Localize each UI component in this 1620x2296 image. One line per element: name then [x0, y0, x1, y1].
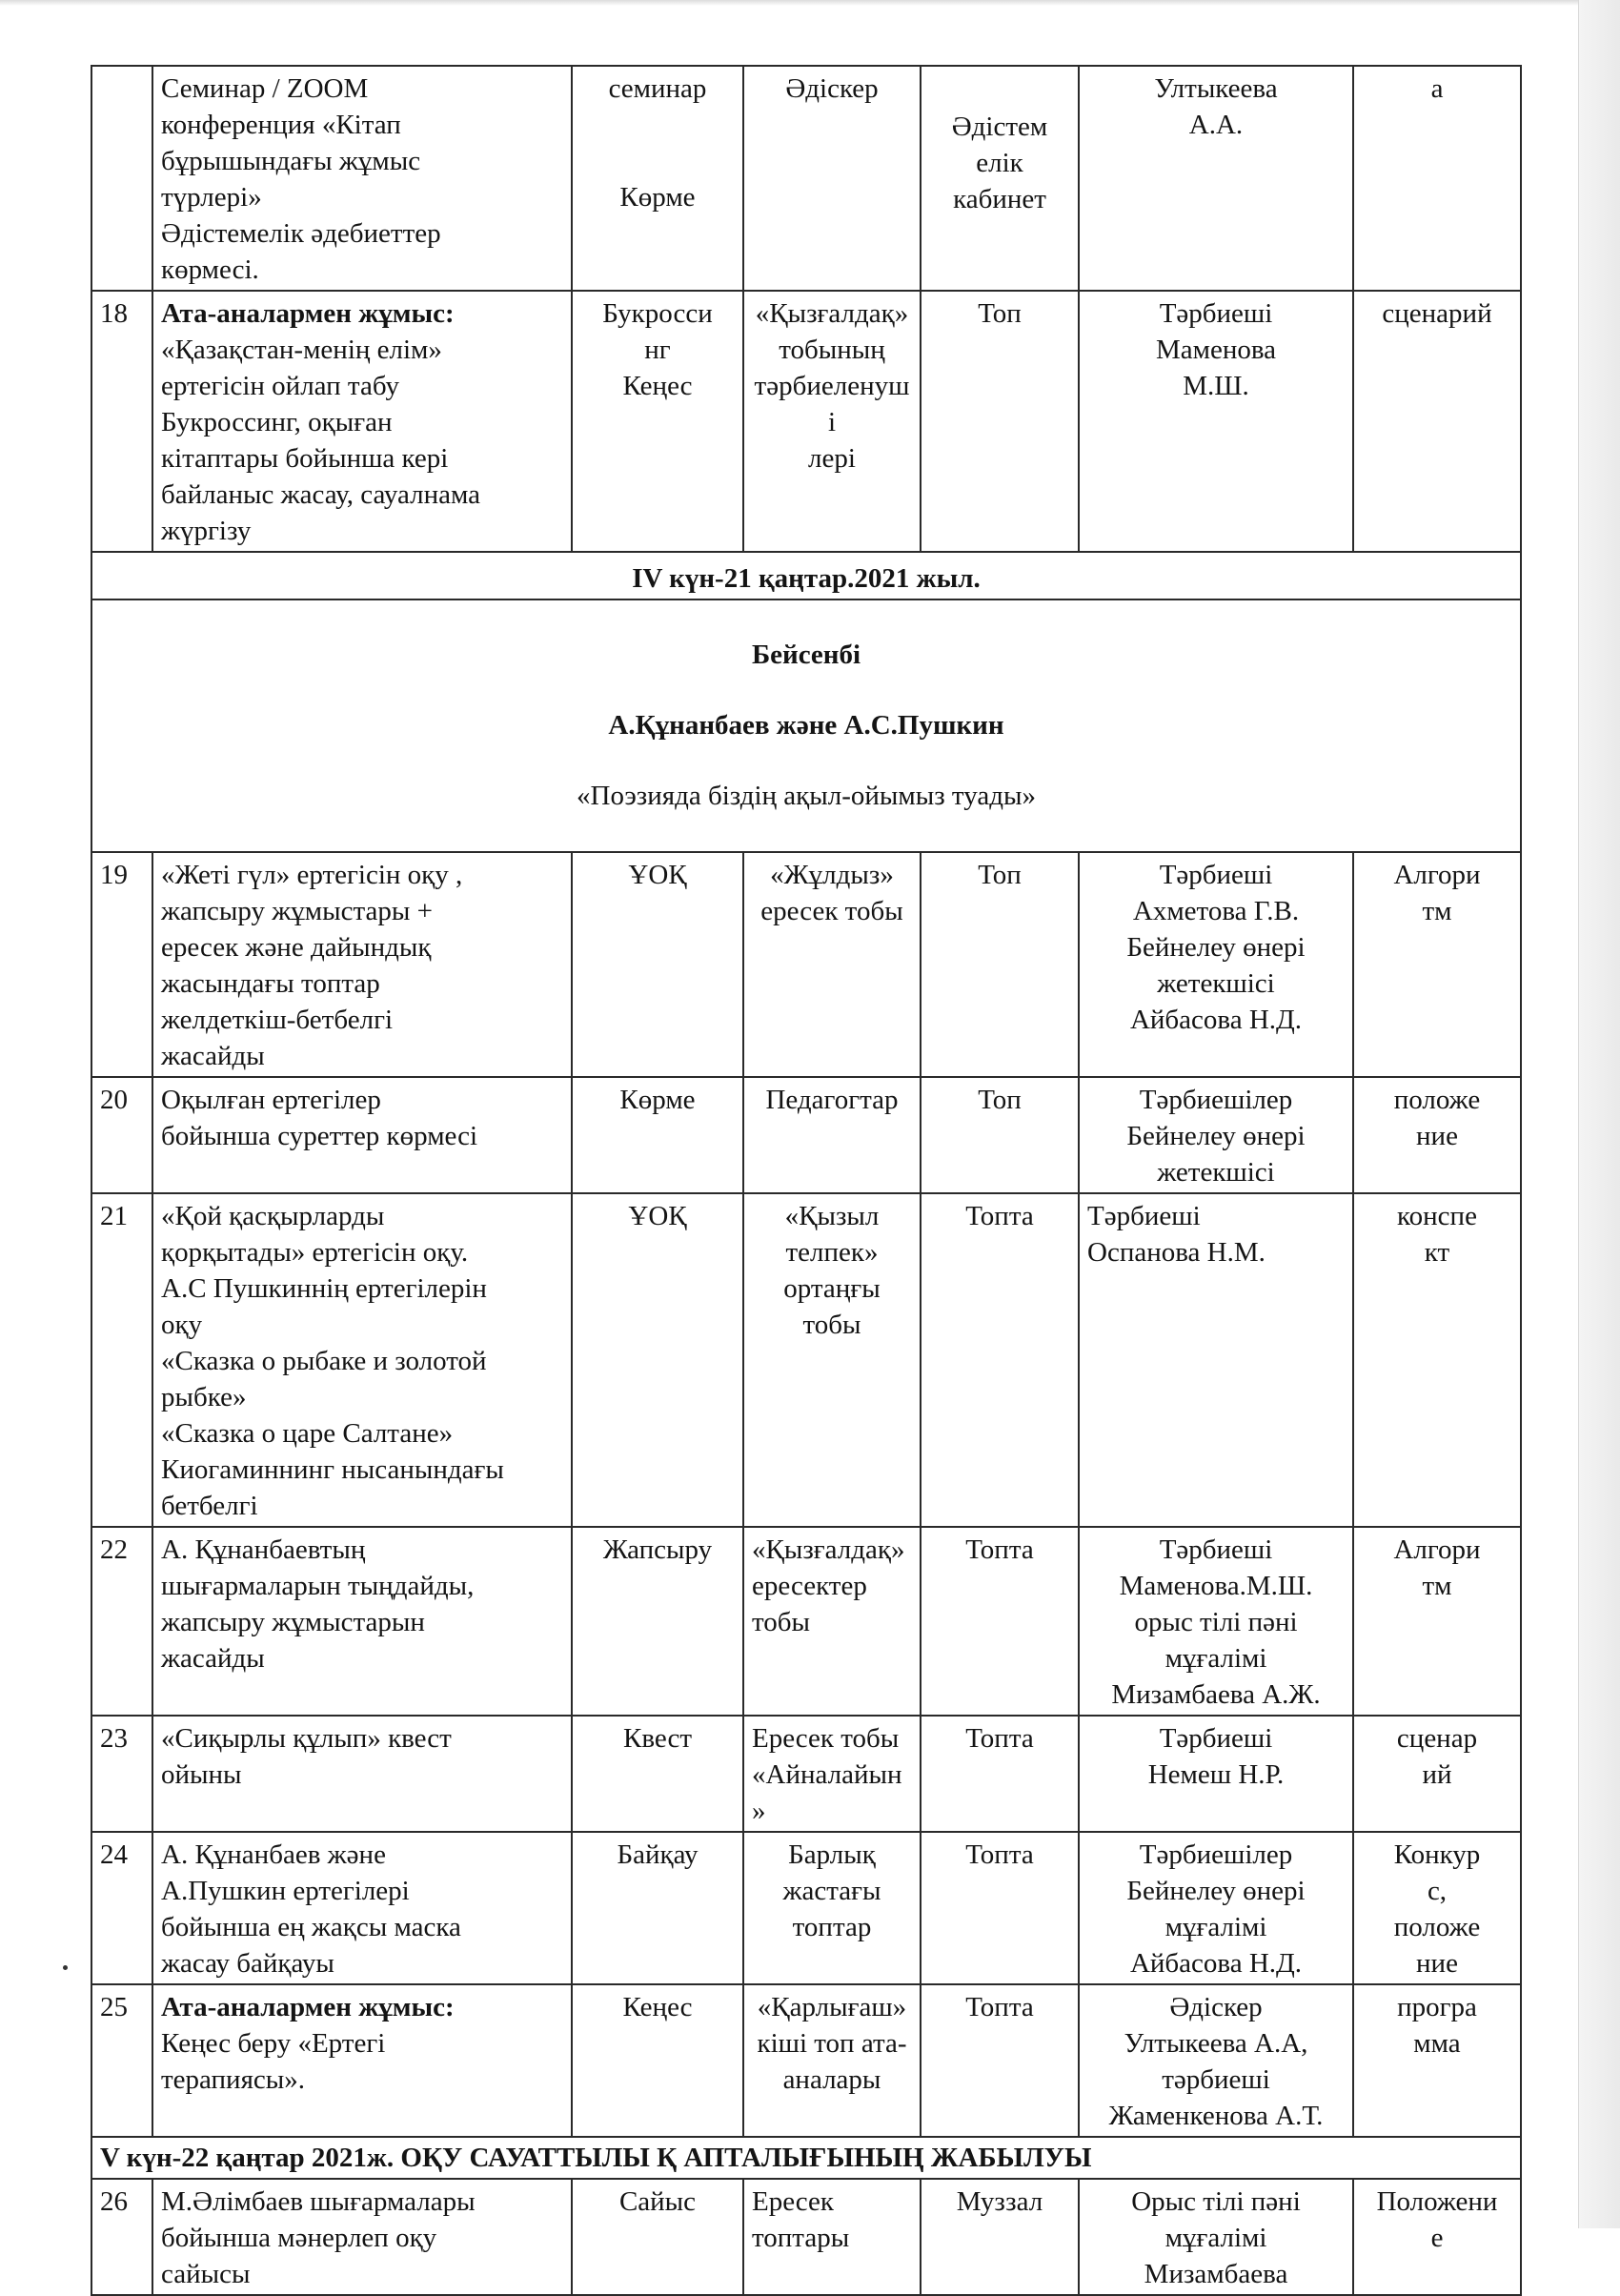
- result-cell: сценарий: [1353, 291, 1521, 552]
- day4-theme: А.Құнанбаев және А.С.Пушкин: [608, 710, 1004, 741]
- activity-text: Семинар / ZOOM конференция «Кітап бұрышындағы жұмыс түрлері» Әдістемелік әдебиеттер көрмесі.: [161, 73, 441, 285]
- table-row: [91, 1193, 1521, 1527]
- activity-cell: [152, 2179, 572, 2295]
- day5-header-section: [91, 2137, 1521, 2179]
- participants-cell: «Қарлығаш» кіші топ ата- аналары: [743, 1984, 921, 2137]
- activity-cell: [152, 1077, 572, 1193]
- form-cell: ҰОҚ: [572, 852, 743, 1077]
- day4-theme-cell: [91, 599, 1521, 852]
- activity-cell: [152, 1716, 572, 1832]
- result-cell: положе ние: [1353, 1077, 1521, 1193]
- activity-cell: [152, 1527, 572, 1716]
- plan-sheet: [91, 65, 1522, 2296]
- form-cell: семинар Көрме: [572, 66, 743, 291]
- event-plan-table: [91, 65, 1522, 2296]
- scan-speck: [63, 1965, 68, 1970]
- table-row: [91, 1077, 1521, 1193]
- responsible-cell: Тәрбиеші Маменова М.Ш.: [1079, 291, 1353, 552]
- responsible-cell: Әдіскер Ултыкеева А.А, тәрбиеші Жаменкенова А.Т.: [1079, 1984, 1353, 2137]
- responsible-cell: Тәрбиеші Ахметова Г.В. Бейнелеу өнері жетекшісі Айбасова Н.Д.: [1079, 852, 1353, 1077]
- activity-text: «Қазақстан-менің елім» ертегісін ойлап табу Букроссинг, оқыған кітаптары бойынша кері байланыс жасау, сауалнама жүргізу: [161, 335, 481, 546]
- row-number: 23: [91, 1716, 152, 1832]
- table-row: [91, 66, 1521, 291]
- responsible-cell: Орыс тілі пәні мұғалімі Мизамбаева: [1079, 2179, 1353, 2295]
- participants-cell: «Жұлдыз» ересек тобы: [743, 852, 921, 1077]
- row-number: 22: [91, 1527, 152, 1716]
- participants-cell: Ересек топтары: [743, 2179, 921, 2295]
- day5-title: V күн-22 қаңтар 2021ж. ОҚУ САУАТТЫЛЫ Қ АПТАЛЫҒЫНЫҢ ЖАБЫЛУЫ: [91, 2137, 1521, 2179]
- place-cell: Топта: [921, 1716, 1079, 1832]
- responsible-cell: Ултыкеева А.А.: [1079, 66, 1353, 291]
- activity-cell: [152, 291, 572, 552]
- day4-title: IV күн-21 қаңтар.2021 жыл.: [91, 552, 1521, 599]
- result-cell: конспе кт: [1353, 1193, 1521, 1527]
- rows-day5-section: [91, 2179, 1521, 2295]
- row-number: 18: [91, 291, 152, 552]
- activity-cell: [152, 66, 572, 291]
- result-cell: програ мма: [1353, 1984, 1521, 2137]
- form-cell: Байқау: [572, 1832, 743, 1984]
- participants-cell: Әдіскер: [743, 66, 921, 291]
- responsible-cell: Тәрбиеші Немеш Н.Р.: [1079, 1716, 1353, 1832]
- activity-cell: [152, 1984, 572, 2137]
- table-row: [91, 852, 1521, 1077]
- day5-title-row: [91, 2137, 1521, 2179]
- table-row: [91, 291, 1521, 552]
- place-cell: Топта: [921, 1193, 1079, 1527]
- result-cell: Алгори тм: [1353, 852, 1521, 1077]
- table-row: [91, 1527, 1521, 1716]
- table-row: [91, 1716, 1521, 1832]
- rows-day4-section: [91, 852, 1521, 2137]
- row-number: [91, 66, 152, 291]
- responsible-cell: Тәрбиеші Маменова.М.Ш. орыс тілі пәні мұғалімі Мизамбаева А.Ж.: [1079, 1527, 1353, 1716]
- responsible-cell: Тәрбиеші Оспанова Н.М.: [1079, 1193, 1353, 1527]
- place-cell: Әдістем елік кабинет: [921, 66, 1079, 291]
- form-cell: Букросси нг Кеңес: [572, 291, 743, 552]
- form-cell: Жапсыру: [572, 1527, 743, 1716]
- row-number: 25: [91, 1984, 152, 2137]
- day4-title-row: [91, 552, 1521, 599]
- activity-text: Оқылған ертегілер бойынша суреттер көрмесі: [161, 1085, 478, 1151]
- row-number: 26: [91, 2179, 152, 2295]
- result-cell: сценар ий: [1353, 1716, 1521, 1832]
- activity-cell: [152, 1832, 572, 1984]
- activity-text: А. Құнанбаевтың шығармаларын тыңдайды, жапсыру жұмыстарын жасайды: [161, 1534, 475, 1674]
- place-cell: Топ: [921, 1077, 1079, 1193]
- row-number: 19: [91, 852, 152, 1077]
- row-number: 21: [91, 1193, 152, 1527]
- form-cell: Квест: [572, 1716, 743, 1832]
- place-cell: Топ: [921, 291, 1079, 552]
- place-cell: Топта: [921, 1984, 1079, 2137]
- scan-page-edge: [1578, 0, 1620, 2228]
- day4-motto: «Поэзияда біздің ақыл-ойымыз туады»: [577, 781, 1036, 811]
- form-cell: ҰОҚ: [572, 1193, 743, 1527]
- activity-cell: [152, 852, 572, 1077]
- row-number: 24: [91, 1832, 152, 1984]
- activity-cell: [152, 1193, 572, 1527]
- result-cell: Конкур с, положе ние: [1353, 1832, 1521, 1984]
- table-row: [91, 1984, 1521, 2137]
- row-number: 20: [91, 1077, 152, 1193]
- participants-cell: «Қызғалдақ» тобының тәрбиеленуші лері: [743, 291, 921, 552]
- activity-text: Кеңес беру «Ертегі терапиясы».: [161, 2028, 386, 2095]
- table-row: [91, 1832, 1521, 1984]
- table-row: [91, 2179, 1521, 2295]
- activity-text: «Қой қасқырларды қорқытады» ертегісін оқу. А.С Пушкиннің ертегілерін оқу «Сказка о рыбаке и золотой рыбке» «Сказка о царе Салтане» Киогаминнинг нысанындағы бетбелгі: [161, 1201, 504, 1521]
- form-cell: Кеңес: [572, 1984, 743, 2137]
- activity-text: «Сиқырлы құлып» квест ойыны: [161, 1723, 452, 1790]
- activity-text: М.Әлімбаев шығармалары бойынша мәнерлеп оқу сайысы: [161, 2186, 476, 2289]
- participants-cell: «Қызғалдақ» ересектер тобы: [743, 1527, 921, 1716]
- day4-theme-row: [91, 599, 1521, 852]
- scan-top-shadow: [0, 0, 1620, 6]
- rows-top-section: [91, 66, 1521, 552]
- responsible-cell: Тәрбиешілер Бейнелеу өнері жетекшісі: [1079, 1077, 1353, 1193]
- activity-text: А. Құнанбаев және А.Пушкин ертегілері бойынша ең жақсы маска жасау байқауы: [161, 1839, 461, 1979]
- activity-heading: Ата-аналармен жұмыс:: [161, 1992, 455, 2022]
- participants-cell: «Қызыл телпек» ортаңғы тобы: [743, 1193, 921, 1527]
- place-cell: Муззал: [921, 2179, 1079, 2295]
- activity-text: «Жеті гүл» ертегісін оқу , жапсыру жұмыстары + ересек және дайындық жасындағы топтар желдеткіш-бетбелгі жасайды: [161, 860, 463, 1071]
- day4-header-section: [91, 552, 1521, 852]
- responsible-cell: Тәрбиешілер Бейнелеу өнері мұғалімі Айбасова Н.Д.: [1079, 1832, 1353, 1984]
- form-cell: Сайыс: [572, 2179, 743, 2295]
- place-cell: Топта: [921, 1527, 1079, 1716]
- participants-cell: Педагогтар: [743, 1077, 921, 1193]
- activity-heading: Ата-аналармен жұмыс:: [161, 298, 455, 329]
- place-cell: Топ: [921, 852, 1079, 1077]
- result-cell: Положени е: [1353, 2179, 1521, 2295]
- participants-cell: Ересек тобы «Айналайын»: [743, 1716, 921, 1832]
- participants-cell: Барлық жастағы топтар: [743, 1832, 921, 1984]
- result-cell: Алгори тм: [1353, 1527, 1521, 1716]
- day4-weekday: Бейсенбі: [751, 640, 861, 670]
- result-cell: а: [1353, 66, 1521, 291]
- place-cell: Топта: [921, 1832, 1079, 1984]
- form-cell: Көрме: [572, 1077, 743, 1193]
